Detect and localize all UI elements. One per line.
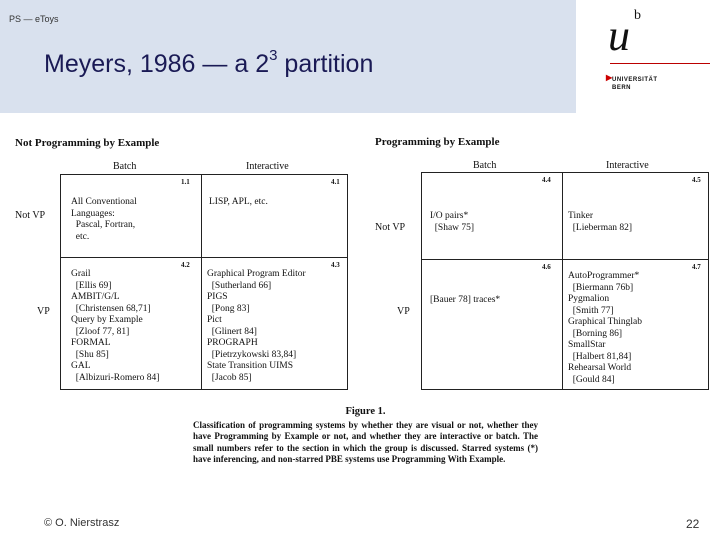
cell-line: LISP, APL, etc.	[209, 197, 268, 207]
left-cell-notvp-interactive	[209, 197, 268, 209]
cell-line: [Sutherland 66]	[207, 280, 272, 291]
cell-line: All Conventional	[71, 197, 137, 207]
footer-copyright: © O. Nierstrasz	[44, 517, 120, 529]
cell-line: Query by Example	[71, 315, 143, 325]
cell-line: [Jacob 85]	[207, 372, 252, 383]
cell-number: 1.1	[181, 178, 190, 186]
figure-caption	[193, 406, 538, 466]
cell-line: Languages:	[71, 208, 115, 219]
cell-number: 4.7	[692, 263, 701, 271]
right-col-batch: Batch	[473, 160, 497, 171]
cell-line: [Smith 77]	[568, 305, 614, 316]
left-grid-hline	[61, 257, 347, 258]
right-row-notvp: Not VP	[375, 222, 406, 233]
cell-line: [Pietrzykowski 83,84]	[207, 349, 297, 360]
right-row-vp: VP	[397, 306, 410, 317]
left-grid	[60, 174, 348, 390]
cell-line: [Glinert 84]	[207, 326, 257, 337]
left-row-vp: VP	[37, 306, 50, 317]
left-heading: Not Programming by Example	[15, 137, 160, 149]
logo-text	[606, 73, 658, 92]
slide-title	[44, 47, 374, 79]
left-row-notvp: Not VP	[15, 210, 46, 221]
cell-line: Pascal, Fortran,	[71, 220, 136, 230]
cell-line: [Ellis 69]	[71, 280, 112, 291]
right-cell-vp-interactive	[568, 271, 642, 386]
caption-title: Figure 1.	[345, 406, 386, 417]
right-heading: Programming by Example	[375, 136, 500, 148]
right-grid-vline	[562, 173, 563, 389]
cell-line: [Biermann 76b]	[568, 282, 634, 293]
cell-line: FORMAL	[71, 338, 111, 348]
cell-line: PROGRAPH	[207, 338, 258, 348]
left-grid-vline	[201, 175, 202, 389]
cell-line: SmallStar	[568, 340, 606, 350]
cell-line: PIGS	[207, 292, 228, 302]
cell-line: AMBIT/G/L	[71, 292, 120, 302]
title-rest: partition	[277, 50, 374, 78]
cell-line: State Transition UIMS	[207, 361, 294, 371]
left-col-batch: Batch	[113, 161, 137, 172]
cell-line: AutoProgrammer*	[568, 271, 640, 281]
scanned-figure	[3, 116, 720, 500]
cell-line: Tinker	[568, 211, 593, 221]
cell-line: [Zloof 77, 81]	[71, 326, 130, 337]
cell-line: [Bauer 78] traces*	[430, 295, 501, 305]
cell-line: [Pong 83]	[207, 303, 250, 314]
left-col-interactive: Interactive	[246, 161, 289, 172]
left-cell-notvp-batch	[71, 197, 137, 243]
logo-u: u	[608, 11, 630, 60]
right-grid	[421, 172, 709, 390]
logo-divider	[610, 63, 710, 64]
left-cell-vp-batch	[71, 269, 159, 384]
cell-number: 4.1	[331, 178, 340, 186]
cell-number: 4.3	[331, 261, 340, 269]
cell-number: 4.5	[692, 176, 701, 184]
cell-line: Graphical Thinglab	[568, 317, 642, 327]
logo-line1: UNIVERSITÄT	[612, 77, 658, 83]
logo-arrow-icon: ▶	[606, 73, 613, 82]
logo-b: b	[634, 8, 641, 23]
cell-line: [Gould 84]	[568, 374, 615, 385]
right-cell-notvp-batch	[430, 211, 474, 234]
cell-line: [Christensen 68,71]	[71, 303, 151, 314]
cell-line: Grail	[71, 269, 91, 279]
logo-line2: BERN	[612, 85, 632, 91]
cell-line: Pygmalion	[568, 294, 610, 304]
cell-line: etc.	[71, 231, 90, 242]
left-cell-vp-interactive	[207, 269, 306, 384]
right-cell-notvp-interactive	[568, 211, 632, 234]
title-main: Meyers, 1986 — a 2	[44, 50, 270, 78]
university-logo	[600, 8, 712, 98]
cell-line: [Lieberman 82]	[568, 222, 633, 233]
cell-number: 4.2	[181, 261, 190, 269]
cell-line: [Shaw 75]	[430, 222, 475, 233]
cell-line: GAL	[71, 361, 91, 371]
cell-line: [Borning 86]	[568, 328, 623, 339]
page-number: 22	[686, 517, 700, 531]
cell-line: Graphical Program Editor	[207, 269, 306, 279]
cell-line: I/O pairs*	[430, 211, 469, 221]
cell-line: [Albizuri-Romero 84]	[71, 372, 160, 383]
right-col-interactive: Interactive	[606, 160, 649, 171]
caption-body: Classification of programming systems by whether they are visual or not, whether they have Programming by Example or not, and whether they are interactive or batch. The small numbers refer to the section in which the group is discussed. Starred systems (*) have inferencing, and non-starred PBE systems use Programming With Example.	[193, 419, 538, 464]
course-label: PS — eToys	[9, 14, 59, 24]
cell-number: 4.4	[542, 176, 551, 184]
cell-line: Pict	[207, 315, 222, 325]
cell-line: Rehearsal World	[568, 363, 632, 373]
right-grid-hline	[422, 259, 708, 260]
title-exponent: 3	[269, 47, 278, 64]
cell-line: [Shu 85]	[71, 349, 109, 360]
right-cell-vp-batch	[430, 295, 500, 307]
cell-line: [Halbert 81,84]	[568, 351, 632, 362]
cell-number: 4.6	[542, 263, 551, 271]
